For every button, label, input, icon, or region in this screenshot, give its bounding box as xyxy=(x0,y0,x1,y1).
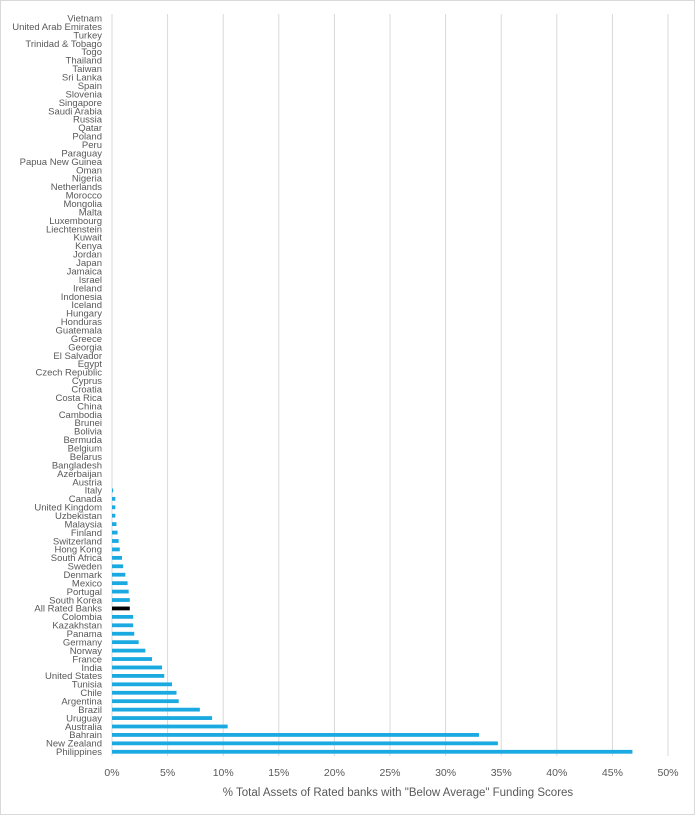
bar-highlight xyxy=(112,607,130,611)
bar xyxy=(112,699,179,703)
category-label: Hungary xyxy=(66,308,102,320)
category-label: Georgia xyxy=(68,342,102,354)
category-label: Guatemala xyxy=(55,325,102,337)
category-label: Argentina xyxy=(61,696,102,708)
bar xyxy=(112,632,134,636)
x-axis-title: % Total Assets of Rated banks with "Below Average" Funding Scores xyxy=(222,787,574,799)
category-labels xyxy=(12,14,102,759)
category-label: Netherlands xyxy=(50,182,102,194)
category-label: Oman xyxy=(76,165,102,177)
category-label: Egypt xyxy=(77,359,102,371)
bar xyxy=(112,674,164,678)
bar xyxy=(112,649,145,653)
bar xyxy=(112,505,115,509)
category-label: United Kingdom xyxy=(34,502,102,514)
bar xyxy=(112,573,125,577)
category-label: Malta xyxy=(78,207,102,219)
x-axis-tick-labels xyxy=(104,767,678,779)
bar xyxy=(112,590,129,594)
category-label: Portugal xyxy=(66,586,102,598)
category-label: South Korea xyxy=(49,595,102,607)
category-label: Qatar xyxy=(78,123,102,135)
category-label: United Arab Emirates xyxy=(12,21,102,33)
category-label: Cyprus xyxy=(71,376,102,388)
category-label: Israel xyxy=(78,274,102,286)
category-label: Canada xyxy=(68,494,102,506)
category-label: Colombia xyxy=(61,612,102,624)
category-label: Belgium xyxy=(67,443,102,455)
category-label: Panama xyxy=(66,629,102,641)
x-tick-label: 5% xyxy=(160,767,176,779)
category-label: Morocco xyxy=(65,190,102,202)
category-label: Chile xyxy=(80,688,102,700)
category-label: China xyxy=(77,401,102,413)
category-label: Austria xyxy=(72,477,102,489)
category-label: Nigeria xyxy=(71,173,102,185)
category-label: Belarus xyxy=(69,451,102,463)
bar xyxy=(112,666,162,670)
bar xyxy=(112,741,498,745)
category-label: Ireland xyxy=(72,283,102,295)
category-label: Denmark xyxy=(63,570,102,582)
category-label: Bolivia xyxy=(74,426,102,438)
category-label: Costa Rica xyxy=(55,392,102,404)
category-label: El Salvador xyxy=(53,350,102,362)
category-label: Kazakhstan xyxy=(52,620,102,632)
bar xyxy=(112,615,133,619)
category-label: Greece xyxy=(70,333,102,345)
category-label: Jamaica xyxy=(66,266,102,278)
x-tick-label: 20% xyxy=(323,767,345,779)
category-label: Papua New Guinea xyxy=(19,156,102,168)
bar xyxy=(112,657,152,661)
bar xyxy=(112,522,116,526)
category-label: Uzbekistan xyxy=(55,510,102,522)
category-label: Finland xyxy=(70,527,102,539)
category-label: Philippines xyxy=(56,747,102,759)
category-label: Malaysia xyxy=(64,519,102,531)
x-tick-label: 50% xyxy=(657,767,679,779)
category-label: Mongolia xyxy=(63,199,102,211)
x-tick-label: 10% xyxy=(212,767,234,779)
category-label: Sri Lanka xyxy=(61,72,102,84)
bar xyxy=(112,548,120,552)
category-label: Brunei xyxy=(74,418,102,430)
category-label: Togo xyxy=(81,47,102,59)
x-tick-label: 30% xyxy=(435,767,457,779)
category-label: Germany xyxy=(62,637,102,649)
category-label: All Rated Banks xyxy=(34,603,102,615)
category-label: Poland xyxy=(72,131,102,143)
category-label: Croatia xyxy=(71,384,102,396)
category-label: Australia xyxy=(65,721,102,733)
category-label: Norway xyxy=(69,645,102,657)
category-label: Liechtenstein xyxy=(46,224,102,236)
category-label: Bahrain xyxy=(69,730,102,742)
x-tick-label: 0% xyxy=(104,767,120,779)
category-label: Spain xyxy=(77,80,102,92)
x-tick-label: 15% xyxy=(268,767,290,779)
category-label: Saudi Arabia xyxy=(48,106,102,118)
bar xyxy=(112,489,113,493)
category-label: Brazil xyxy=(78,704,102,716)
bar xyxy=(112,514,115,518)
bar xyxy=(112,623,133,627)
category-label: Slovenia xyxy=(65,89,102,101)
category-label: Singapore xyxy=(58,97,102,109)
category-label: Trinidad & Tobago xyxy=(25,38,102,50)
bar xyxy=(112,725,228,729)
category-label: Paraguay xyxy=(61,148,102,160)
category-label: Russia xyxy=(72,114,102,126)
category-label: Vietnam xyxy=(67,13,102,25)
category-label: Peru xyxy=(81,139,102,151)
category-label: Jordan xyxy=(72,249,102,261)
category-label: Kuwait xyxy=(73,232,102,244)
category-label: Cambodia xyxy=(58,409,102,421)
category-label: Sweden xyxy=(67,561,102,573)
x-tick-label: 40% xyxy=(546,767,568,779)
category-label: India xyxy=(81,662,102,674)
category-label: Czech Republic xyxy=(35,367,102,379)
bar xyxy=(112,564,123,568)
category-label: Uruguay xyxy=(66,713,102,725)
bar xyxy=(112,581,128,585)
category-label: Indonesia xyxy=(60,291,102,303)
category-label: Taiwan xyxy=(72,64,102,76)
category-label: Bangladesh xyxy=(51,460,102,472)
category-label: Mexico xyxy=(71,578,102,590)
category-label: Azerbaijan xyxy=(57,468,102,480)
category-label: Hong Kong xyxy=(54,544,102,556)
category-label: France xyxy=(72,654,102,666)
category-label: United States xyxy=(44,671,102,683)
bar xyxy=(112,531,118,535)
bar xyxy=(112,640,139,644)
bar xyxy=(112,716,212,720)
category-label: Luxembourg xyxy=(49,215,102,227)
category-label: Iceland xyxy=(71,300,102,312)
category-label: South Africa xyxy=(50,553,102,565)
bar xyxy=(112,708,200,712)
bar xyxy=(112,750,632,754)
bar xyxy=(112,733,479,737)
bar xyxy=(112,497,115,501)
category-label: Italy xyxy=(84,485,102,497)
category-label: Honduras xyxy=(60,317,102,329)
category-label: New Zealand xyxy=(46,738,102,750)
x-tick-label: 25% xyxy=(379,767,401,779)
gridlines xyxy=(112,14,668,756)
category-label: Tunisia xyxy=(71,679,102,691)
category-label: Bermuda xyxy=(63,435,102,447)
category-label: Switzerland xyxy=(52,536,102,548)
bar xyxy=(112,682,172,686)
category-label: Kenya xyxy=(75,241,102,253)
x-tick-label: 45% xyxy=(601,767,623,779)
category-label: Japan xyxy=(76,258,102,270)
bar xyxy=(112,598,130,602)
category-label: Turkey xyxy=(73,30,102,42)
bar xyxy=(112,539,119,543)
bar xyxy=(112,691,176,695)
category-label: Thailand xyxy=(65,55,102,67)
bar xyxy=(112,556,122,560)
x-tick-label: 35% xyxy=(490,767,512,779)
bars xyxy=(112,489,632,754)
